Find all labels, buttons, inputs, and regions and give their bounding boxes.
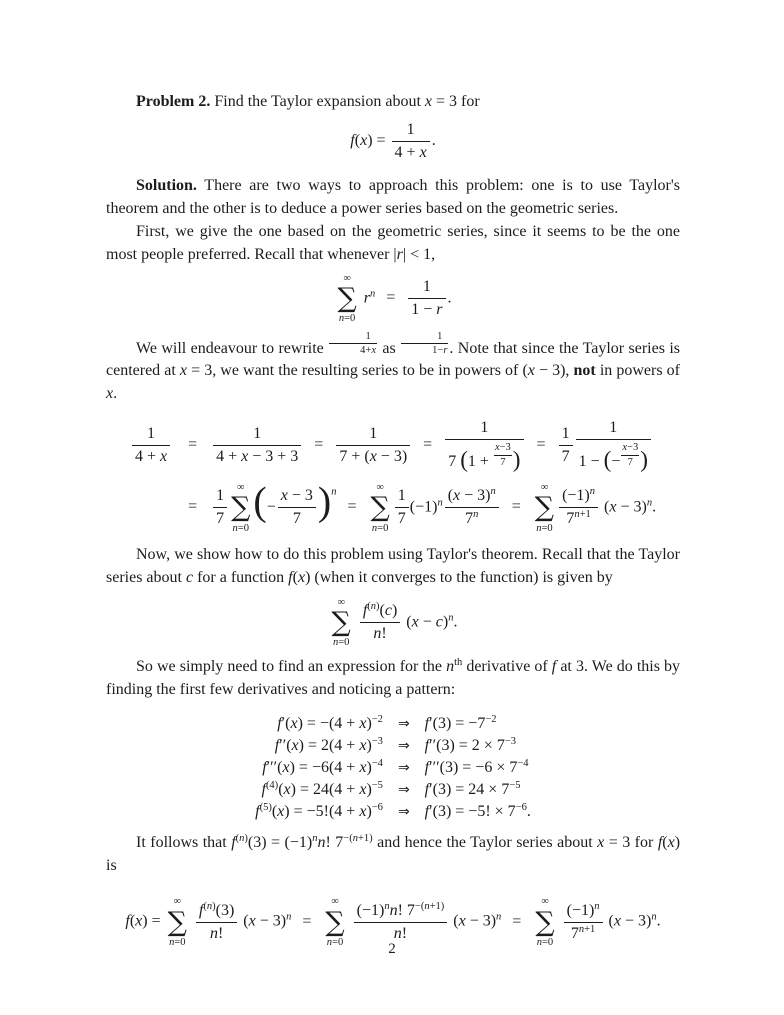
solution-paragraph: Solution. There are two ways to approach this problem: one is to use Taylor's theorem and the other is to deduce a power series based on the geometric series. (106, 176, 680, 217)
implies-icon: ⇒ (397, 782, 410, 799)
eqnarray-line1-right: = $\frac{1}{4 + x - 3 + 3}$ = $\frac{1}{7 + (x - 3)}$ = 1 7 (1 + $\frac{x-3}{7}$ ) = $\frac{1}{7}$ 1 1 − (− $\frac{x-3}{7}$ ) (188, 419, 653, 471)
implies-icon: ⇒ (397, 760, 410, 777)
equation-array-derivation (130, 419, 656, 534)
derivatives-table (106, 713, 680, 823)
equation-taylor-series: ∞ ∑ n=0 $\frac{f^{(n)}(c)}{n!}$ $(x - c)^n$. (331, 596, 458, 649)
implies-icon: ⇒ (397, 738, 410, 755)
page-number: 2 (388, 941, 396, 957)
implies-icon: ⇒ (397, 716, 410, 733)
conclusion-paragraph: It follows that $f^{(n)}(3) = (-1)^nn$! $7^{-(n+1)}$ and hence the Taylor series about x = 3 for f(x) is (106, 833, 681, 875)
equation-final-taylor-series: f(x) = ∞ ∑ n=0 $\frac{f^{(n)}(3)}{n!}$ $(x - 3)^n$ = ∞ ∑ n=0 $\frac{(-1)^nn! 7^{-(n+1)}}{n!}$ $(x - 3)^n$ = ∞ ∑ n=0 $\frac{(-1)^n}{7^{n+1}}$ $(x - 3)^n$. (125, 896, 661, 949)
derivative-row-3-rhs: $f'''(3) = -6 \times 7^{-4}$ (424, 758, 529, 777)
rewrite-paragraph: We will endeavour to rewrite $\frac{1}{4+x}$ as $\frac{1}{1-r}$ . Note that since the Taylor series is centered at x = 3, we want the resulting series to be in powers of (x − 3), not in powers of x. (106, 330, 681, 403)
derivative-row-1-rhs: $f'(3) = -7^{-2}$ (424, 714, 497, 733)
derivative-row-5-lhs: $f^{(5)}(x) = -5!(4 + x)^{-6}$ (255, 802, 383, 821)
derivative-row-4-rhs: $f'(3) = 24 \times 7^{-5}$ (424, 780, 521, 799)
derivative-row-4-lhs: $f^{(4)}(x) = 24(4 + x)^{-5}$ (261, 780, 383, 799)
equation-fx-definition: f(x) = $\frac{1}{4 + x}$ . (350, 121, 436, 161)
taylor-theorem-paragraph: Now, we show how to do this problem using Taylor's theorem. Recall that the Taylor series about c for a function f(x) (when it converges to the function) is given by (106, 545, 680, 586)
equation-geometric-series: ∞ ∑ n=0 $r^n$ = $\frac{1}{1 - r}$ . (337, 272, 452, 325)
page-content (106, 90, 680, 949)
derivative-row-1-lhs: $f'(x) = -(4 + x)^{-2}$ (277, 714, 383, 733)
eqnarray-line1-left: $\frac{1}{4 + x}$ (130, 425, 172, 466)
problem-heading: Problem 2. Find the Taylor expansion about x = 3 for (136, 93, 480, 110)
eqnarray-line2-right: = $\frac{1}{7}$ ∞ ∑ n=0 (− $\frac{x - 3}{7}$ )$^n$ = ∞ ∑ n=0 $\frac{1}{7}$ $(-1)^n$ $\frac{(x - 3)^n}{7^n}$ = ∞ ∑ n=0 $\frac{(-1)^n}{7^{n+1}}$ $(x - 3)^n$. (188, 478, 657, 534)
derivative-row-5-rhs: f′(3) = −5! × $7^{-6}$. (424, 802, 531, 821)
derivative-row-2-lhs: $f''(x) = 2(4 + x)^{-3}$ (274, 736, 383, 755)
derivative-row-3-lhs: $f'''(x) = -6(4 + x)^{-4}$ (262, 758, 383, 777)
geometric-series-paragraph: First, we give the one based on the geometric series, since it seems to be the one most people preferred. Recall that whenever |r| < 1, (106, 222, 680, 263)
nth-derivative-paragraph: So we simply need to find an expression for the $n^{th}$ derivative of f at 3. We do this by finding the first few derivatives and noticing a pattern: (106, 657, 681, 699)
derivative-row-2-rhs: $f''(3) = 2 \times 7^{-3}$ (424, 736, 516, 755)
implies-icon: ⇒ (397, 804, 410, 821)
